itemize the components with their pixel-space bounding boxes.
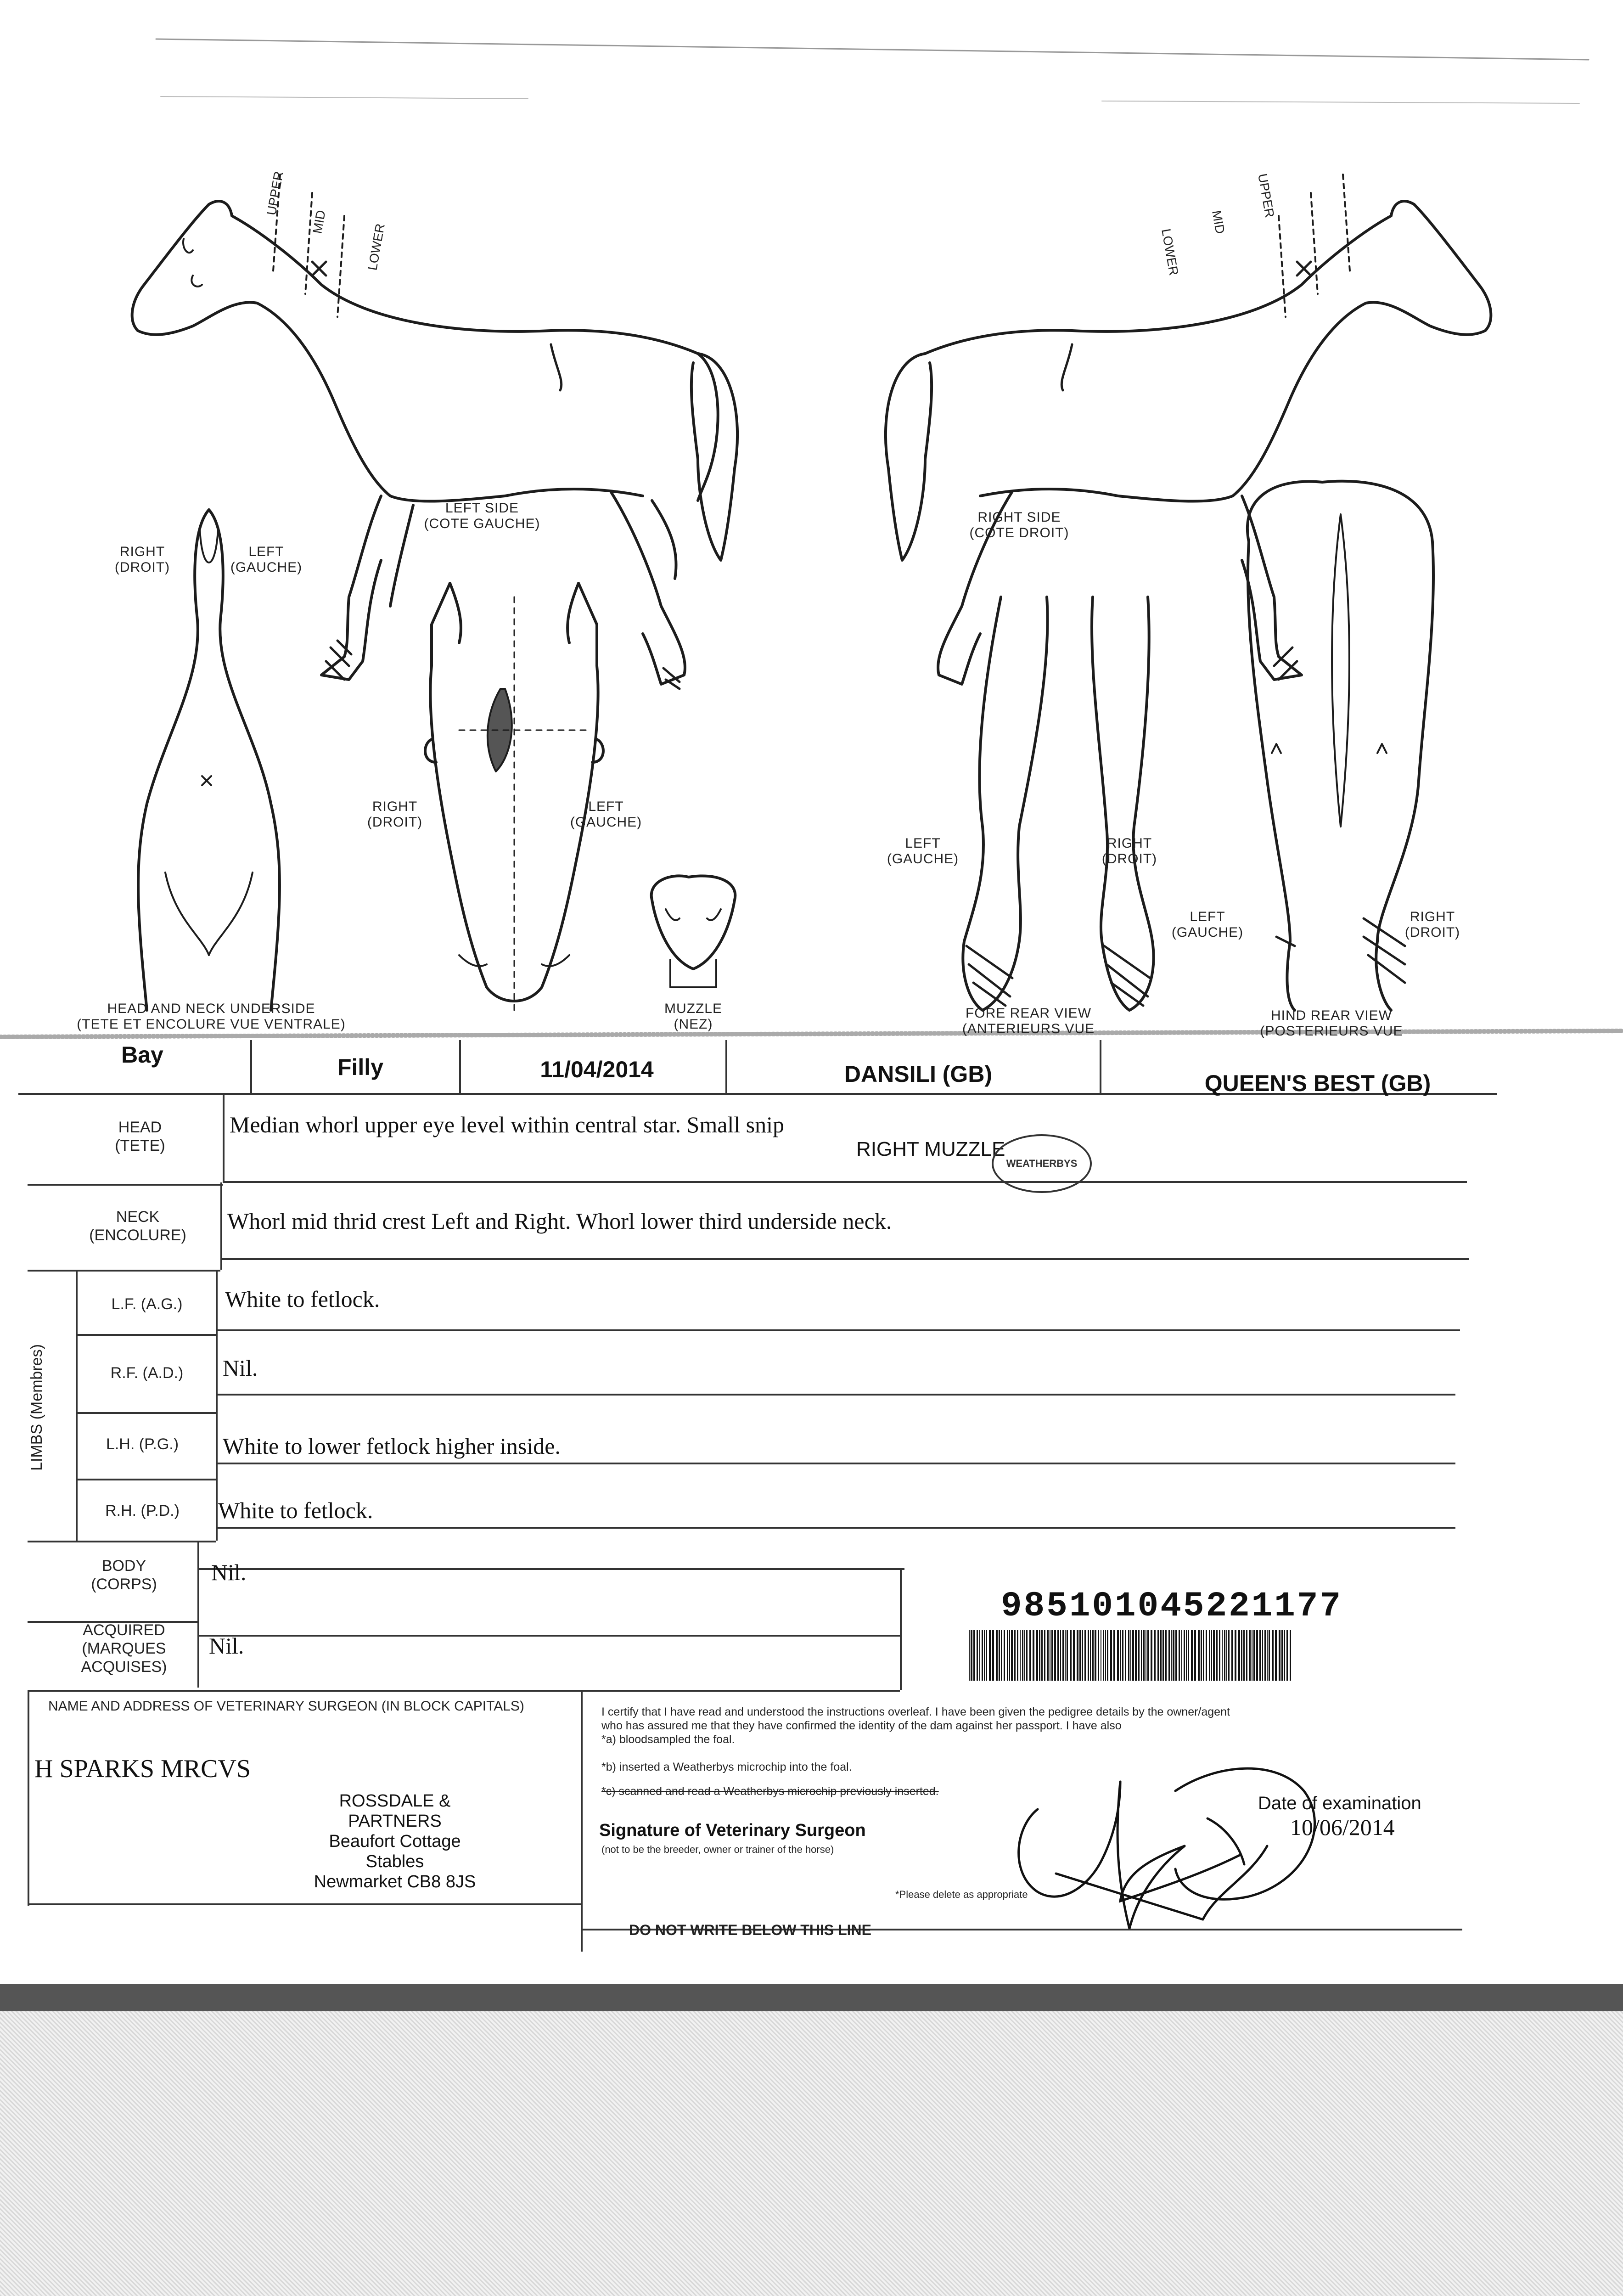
barcode-bar [989,1630,991,1681]
barcode-bar [1253,1630,1255,1681]
barcode-bar [1033,1630,1034,1681]
lh-marking-text: White to lower fetlock higher inside. [223,1433,561,1459]
label-head-right [354,799,436,830]
label-lower-right: LOWER [1159,227,1181,277]
rf-row-label: R.F. (A.D.) [110,1364,184,1382]
stamp-text: WEATHERBYS [1006,1158,1078,1169]
barcode-bar [1272,1630,1274,1681]
barcode-bar [1007,1630,1008,1681]
barcode-bar [1279,1630,1280,1681]
label-lower-left: LOWER [365,222,387,272]
barcode-bar [1198,1630,1200,1681]
barcode-bar [1036,1630,1038,1681]
limbs-group-label: LIMBS (Membres) [28,1344,45,1471]
label-upper-left: UPPER [264,170,286,217]
label-muzzle-fr: (NEZ) [674,1017,713,1032]
neck-row-line [220,1258,1469,1260]
head-label-en: HEAD [118,1119,162,1136]
signature-note: (not to be the breeder, owner or trainer of the horse) [601,1844,834,1855]
barcode-bar [1017,1630,1018,1681]
label-head-left-fr: (GAUCHE) [570,815,642,830]
barcode-bar [1143,1630,1145,1681]
label-fore-left-text: LEFT [905,836,941,851]
barcode-bar [1222,1630,1223,1681]
barcode-bar [1184,1630,1185,1681]
barcode-bar [1231,1630,1233,1681]
barcode-bar [1160,1630,1162,1681]
label-head-left-text: LEFT [588,799,624,814]
identification-diagrams [0,0,1623,1056]
label-fore-rear-view-fr: (ANTERIEURS VUE [962,1021,1095,1036]
barcode-bar [1171,1630,1172,1681]
scan-background [0,2011,1623,2296]
barcode-bar [1290,1630,1291,1681]
barcode-bar [1041,1630,1043,1681]
label-left-side-text: LEFT SIDE [445,501,519,516]
header-divider-1 [250,1040,252,1093]
barcode-bar [1269,1630,1270,1681]
barcode-bar [1151,1630,1152,1681]
barcode-bar [1090,1630,1091,1681]
barcode-bar [1284,1630,1285,1681]
label-hind-rear-view-fr: (POSTERIEURS VUE [1260,1024,1403,1039]
label-hind-left [1166,909,1249,940]
barcode-bar [1062,1630,1064,1681]
microchip-number: 985101045221177 [1001,1587,1343,1626]
vet-section-bottom-line [28,1903,581,1905]
barcode-bar [1022,1630,1023,1681]
fore-rear-view-drawing [963,597,1153,1010]
lh-row-line-left [76,1479,216,1480]
barcode-bar [1188,1630,1189,1681]
neck-row-label [78,1208,197,1244]
rh-row-line [216,1527,1455,1529]
barcode-bar [1224,1630,1225,1681]
vet-address-stamp [303,1791,487,1892]
date-of-examination-value: 10/06/2014 [1290,1814,1395,1840]
do-not-write-notice: DO NOT WRITE BELOW THIS LINE [629,1922,871,1938]
body-marking-text: Nil. [211,1559,247,1585]
label-head-neck-underside [69,1001,354,1032]
barcode-bar [1243,1630,1245,1681]
head-row-line [223,1181,1467,1183]
label-underside-left [225,544,308,575]
barcode-bar [1226,1630,1227,1681]
barcode-bar [986,1630,987,1681]
barcode-bar [1065,1630,1066,1681]
acquired-label-en: ACQUIRED [83,1621,165,1639]
barcode-bar [1241,1630,1242,1681]
certify-line-2: who has assured me that they have confirmed the identity of the dam against her passport. I have also [601,1719,1122,1732]
body-row-line [197,1568,904,1570]
barcode-bar [1191,1630,1193,1681]
vet-name: H SPARKS MRCVS [34,1755,251,1783]
barcode-bar [1020,1630,1021,1681]
barcode-bar [1256,1630,1258,1681]
label-head-neck-underside-text: HEAD AND NECK UNDERSIDE [107,1001,315,1016]
barcode-bar [1051,1630,1053,1681]
barcode-bar [969,1630,970,1681]
horse-sex: Filly [337,1054,384,1080]
label-hind-rear-view-text: HIND REAR VIEW [1270,1008,1393,1023]
weatherbys-stamp [992,1134,1092,1193]
acquired-marking-text: Nil. [209,1633,244,1659]
barcode-bar [1147,1630,1149,1681]
barcode-bar [982,1630,983,1681]
barcode-bar [1095,1630,1096,1681]
barcode-bar [1262,1630,1263,1681]
acquired-row-label [64,1621,184,1676]
barcode-bar [1113,1630,1115,1681]
barcode-bar [973,1630,975,1681]
barcode-bar [1281,1630,1283,1681]
horse-left-side-drawing [132,174,737,689]
barcode-bar [1135,1630,1137,1681]
lh-row-label: L.H. (P.G.) [106,1435,179,1453]
head-neck-underside-drawing [138,510,280,1010]
neck-row-line-left [28,1270,220,1272]
certify-line-1: I certify that I have read and understood the instructions overleaf. I have been given the pedigree details by the owner/agent [601,1705,1230,1718]
neck-marking-text: Whorl mid thrid crest Left and Right. Whorl lower third underside neck. [227,1208,892,1234]
label-fore-left [882,836,964,867]
barcode-bar [1194,1630,1196,1681]
label-underside-left-fr: (GAUCHE) [230,560,303,575]
label-fore-right-fr: (DROIT) [1101,851,1157,867]
label-fore-left-fr: (GAUCHE) [887,851,959,867]
rh-marking-text: White to fetlock. [218,1497,373,1523]
limbs-group-divider [76,1270,78,1541]
certify-option-b: *b) inserted a Weatherbys microchip into the foal. [601,1761,852,1773]
barcode-bar [1165,1630,1167,1681]
acquired-label-fr2: ACQUISES) [81,1658,167,1676]
barcode-bar [996,1630,998,1681]
label-head-right-fr: (DROIT) [367,815,423,830]
vet-section-left-border [28,1690,29,1906]
head-row-line-left [28,1184,223,1186]
body-row-label [69,1557,179,1593]
barcode-bar [1157,1630,1159,1681]
barcode-bar [1029,1630,1031,1681]
vet-signature [1010,1754,1341,1965]
certify-option-c: *c) scanned and read a Weatherbys microchip previously inserted. [601,1785,939,1798]
barcode-bar [1044,1630,1045,1681]
barcode-bar [1098,1630,1099,1681]
barcode-bar [1173,1630,1174,1681]
label-fore-right-text: RIGHT [1106,836,1152,851]
barcode-bar [1122,1630,1123,1681]
col-divider-neck [220,1182,222,1270]
label-hind-left-fr: (GAUCHE) [1171,925,1244,940]
barcode-bar [1275,1630,1277,1681]
barcode-bar [1219,1630,1220,1681]
label-right-side-text: RIGHT SIDE [977,510,1061,525]
acquired-right-border [900,1568,902,1690]
col-divider-limbs [216,1270,218,1541]
barcode-bar [1070,1630,1072,1681]
barcode-bar [977,1630,978,1681]
barcode-bar [1130,1630,1131,1681]
barcode-bar [1117,1630,1119,1681]
body-label-en: BODY [101,1557,146,1575]
delete-note: *Please delete as appropriate [895,1889,1028,1900]
scan-edge-band [0,1984,1623,2011]
label-right-side [960,510,1079,541]
certify-option-a: *a) bloodsampled the foal. [601,1733,735,1746]
label-upper-right: UPPER [1255,172,1277,219]
col-divider-body [197,1541,199,1688]
barcode-bar [1141,1630,1142,1681]
label-underside-right-text: RIGHT [119,544,165,559]
label-hind-rear-view [1240,1008,1423,1039]
barcode-bar [1181,1630,1182,1681]
barcode-bar [971,1630,972,1681]
label-muzzle [643,1001,744,1032]
neck-label-en: NECK [116,1208,160,1226]
label-muzzle-text: MUZZLE [664,1001,722,1016]
barcode-bars [969,1630,1382,1681]
barcode-bar [1103,1630,1104,1681]
barcode-bar [1235,1630,1236,1681]
barcode-bar [1082,1630,1083,1681]
barcode-bar [1001,1630,1002,1681]
horse-dam: QUEEN'S BEST (GB) [1204,1070,1431,1096]
horse-sire: DANSILI (GB) [844,1061,993,1087]
lf-row-line [216,1329,1460,1331]
label-head-neck-underside-fr: (TETE ET ENCOLURE VUE VENTRALE) [77,1017,346,1032]
label-underside-right [101,544,184,575]
barcode-bar [1249,1630,1251,1681]
barcode-bar [979,1630,980,1681]
barcode-bar [1110,1630,1112,1681]
rh-row-line-left [28,1541,216,1542]
head-label-fr: (TETE) [115,1137,165,1154]
head-marking-extra: RIGHT MUZZLE [856,1138,1005,1160]
barcode-bar [1206,1630,1207,1681]
barcode-bar [1203,1630,1204,1681]
barcode-bar [1128,1630,1129,1681]
head-front-drawing [425,583,603,1010]
rf-row-line-left [76,1412,216,1414]
barcode-bar [1077,1630,1078,1681]
horse-colour: Bay [121,1042,163,1068]
barcode-bar [1286,1630,1288,1681]
barcode-bar [1026,1630,1028,1681]
vet-practice: ROSSDALE & PARTNERS [339,1791,451,1831]
label-hind-right-fr: (DROIT) [1404,925,1460,940]
barcode-bar [1175,1630,1177,1681]
barcode-bar [1267,1630,1268,1681]
barcode-bar [1213,1630,1215,1681]
muzzle-drawing [651,876,736,987]
barcode-bar [1084,1630,1086,1681]
date-of-examination-label: Date of examination [1258,1793,1421,1813]
barcode-bar [1105,1630,1106,1681]
barcode-bar [1107,1630,1108,1681]
barcode-bar [1073,1630,1075,1681]
label-mid-left: MID [310,209,328,235]
vet-address2: Newmarket CB8 8JS [314,1872,476,1891]
rf-marking-text: Nil. [223,1355,258,1381]
barcode-bar [1186,1630,1187,1681]
horse-dob: 11/04/2014 [540,1057,654,1082]
barcode-bar [1014,1630,1016,1681]
lf-marking-text: White to fetlock. [225,1286,380,1312]
header-divider-3 [725,1040,727,1093]
barcode-bar [1211,1630,1212,1681]
barcode-bar [1228,1630,1230,1681]
label-fore-rear-view [937,1006,1120,1037]
label-head-left [565,799,647,830]
header-divider-2 [459,1040,461,1093]
barcode-bar [1238,1630,1240,1681]
barcode-bar [1138,1630,1140,1681]
label-fore-rear-view-text: FORE REAR VIEW [965,1006,1092,1021]
barcode-bar [1179,1630,1180,1681]
barcode-bar [1209,1630,1210,1681]
vet-address1: Beaufort Cottage Stables [329,1832,461,1871]
rf-row-line [216,1394,1455,1396]
barcode-bar [1168,1630,1170,1681]
barcode-bar [1004,1630,1005,1681]
acquired-label-fr1: (MARQUES [82,1640,166,1657]
barcode-bar [1088,1630,1089,1681]
barcode-bar [1246,1630,1247,1681]
label-left-side-fr: (COTE GAUCHE) [424,516,540,531]
barcode-bar [984,1630,985,1681]
barcode-bar [1259,1630,1261,1681]
barcode-bar [1125,1630,1126,1681]
barcode-bar [1120,1630,1121,1681]
label-mid-right: MID [1209,209,1228,235]
barcode-bar [1024,1630,1025,1681]
neck-label-fr: (ENCOLURE) [89,1227,186,1244]
barcode-bar [1132,1630,1134,1681]
acquired-row-line [197,1635,900,1637]
barcode-bar [1201,1630,1202,1681]
barcode-bar [999,1630,1000,1681]
barcode-bar [1009,1630,1010,1681]
head-marking-text: Median whorl upper eye level within central star. Small snip [230,1112,785,1137]
rh-row-label: R.H. (P.D.) [105,1502,180,1519]
horse-right-side-drawing [886,174,1491,684]
barcode-bar [1054,1630,1056,1681]
barcode-bar [1264,1630,1266,1681]
microchip-barcode [969,1630,1382,1681]
label-underside-right-fr: (DROIT) [114,560,170,575]
label-head-right-text: RIGHT [372,799,418,814]
vet-section-top-line [28,1690,900,1692]
header-divider-4 [1100,1040,1101,1093]
vet-heading: NAME AND ADDRESS OF VETERINARY SURGEON (IN BLOCK CAPITALS) [48,1699,524,1714]
lf-row-line-left [76,1334,216,1336]
signature-label: Signature of Veterinary Surgeon [599,1821,866,1840]
barcode-bar [1060,1630,1061,1681]
label-fore-right [1088,836,1171,867]
barcode-bar [1092,1630,1094,1681]
label-underside-left-text: LEFT [248,544,284,559]
label-hind-left-text: LEFT [1190,909,1225,924]
body-label-fr: (CORPS) [91,1576,157,1593]
barcode-bar [1039,1630,1040,1681]
col-divider-head [223,1093,225,1182]
label-left-side [422,501,542,532]
barcode-bar [1154,1630,1156,1681]
vet-section-divider [581,1690,583,1952]
lf-row-label: L.F. (A.G.) [111,1295,183,1313]
barcode-bar [1079,1630,1081,1681]
barcode-bar [1162,1630,1164,1681]
label-right-side-fr: (COTE DROIT) [969,525,1069,540]
label-hind-right [1391,909,1474,940]
barcode-bar [992,1630,994,1681]
label-hind-right-text: RIGHT [1410,909,1455,924]
barcode-bar [1067,1630,1068,1681]
barcode-bar [1011,1630,1013,1681]
head-row-label [83,1118,197,1155]
barcode-bar [1057,1630,1059,1681]
barcode-bar [1047,1630,1049,1681]
lh-row-line [216,1463,1455,1464]
barcode-bar [1216,1630,1218,1681]
